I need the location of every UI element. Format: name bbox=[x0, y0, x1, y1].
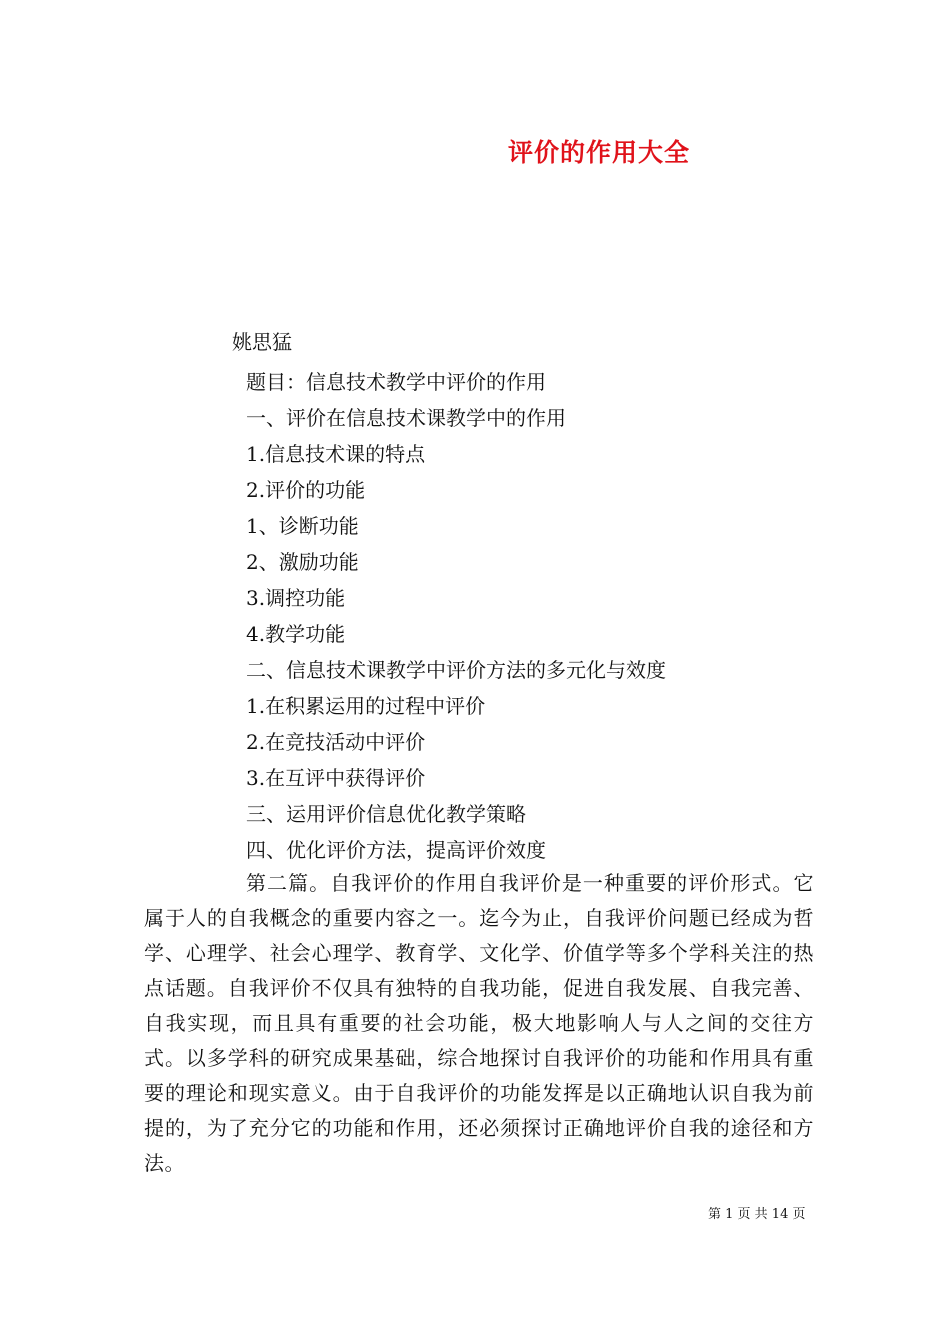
outline-item: 1、诊断功能 bbox=[246, 514, 359, 538]
outline-item: 3.调控功能 bbox=[246, 586, 346, 610]
outline-item: 4.教学功能 bbox=[246, 622, 346, 646]
outline-list bbox=[246, 364, 666, 868]
outline-item: 3.在互评中获得评价 bbox=[246, 766, 426, 790]
outline-item: 1.在积累运用的过程中评价 bbox=[246, 694, 486, 718]
outline-item: 四、优化评价方法，提高评价效度 bbox=[246, 838, 546, 862]
page-footer: 第 1 页 共 14 页 bbox=[708, 1207, 806, 1222]
outline-item: 1.信息技术课的特点 bbox=[246, 442, 426, 466]
outline-item: 题目：信息技术教学中评价的作用 bbox=[246, 370, 546, 394]
outline-item: 一、评价在信息技术课教学中的作用 bbox=[246, 406, 566, 430]
outline-item: 二、信息技术课教学中评价方法的多元化与效度 bbox=[246, 658, 666, 682]
document-title: 评价的作用大全 bbox=[508, 138, 691, 167]
author-name: 姚思猛 bbox=[232, 330, 292, 354]
outline-item: 三、运用评价信息优化教学策略 bbox=[246, 802, 526, 826]
body-paragraph: 第二篇。自我评价的作用自我评价是一种重要的评价形式。它属于人的自我概念的重要内容之一。迄今为止，自我评价问题已经成为哲学、心理学、社会心理学、教育学、文化学、价值学等多个学科关注的热点话题。自我评价不仅具有独特的自我功能，促进自我发展、自我完善、自我实现，而且具有重要的社会功能，极大地影响人与人之间的交往方式。以多学科的研究成果基础，综合地探讨自我评价的功能和作用具有重要的理论和现实意义。由于自我评价的功能发挥是以正确地认识自我为前提的，为了充分它的功能和作用，还必须探讨正确地评价自我的途径和方法。 bbox=[144, 871, 814, 1175]
outline-item: 2、激励功能 bbox=[246, 550, 359, 574]
outline-item: 2.在竞技活动中评价 bbox=[246, 730, 426, 754]
outline-item: 2.评价的功能 bbox=[246, 478, 366, 502]
